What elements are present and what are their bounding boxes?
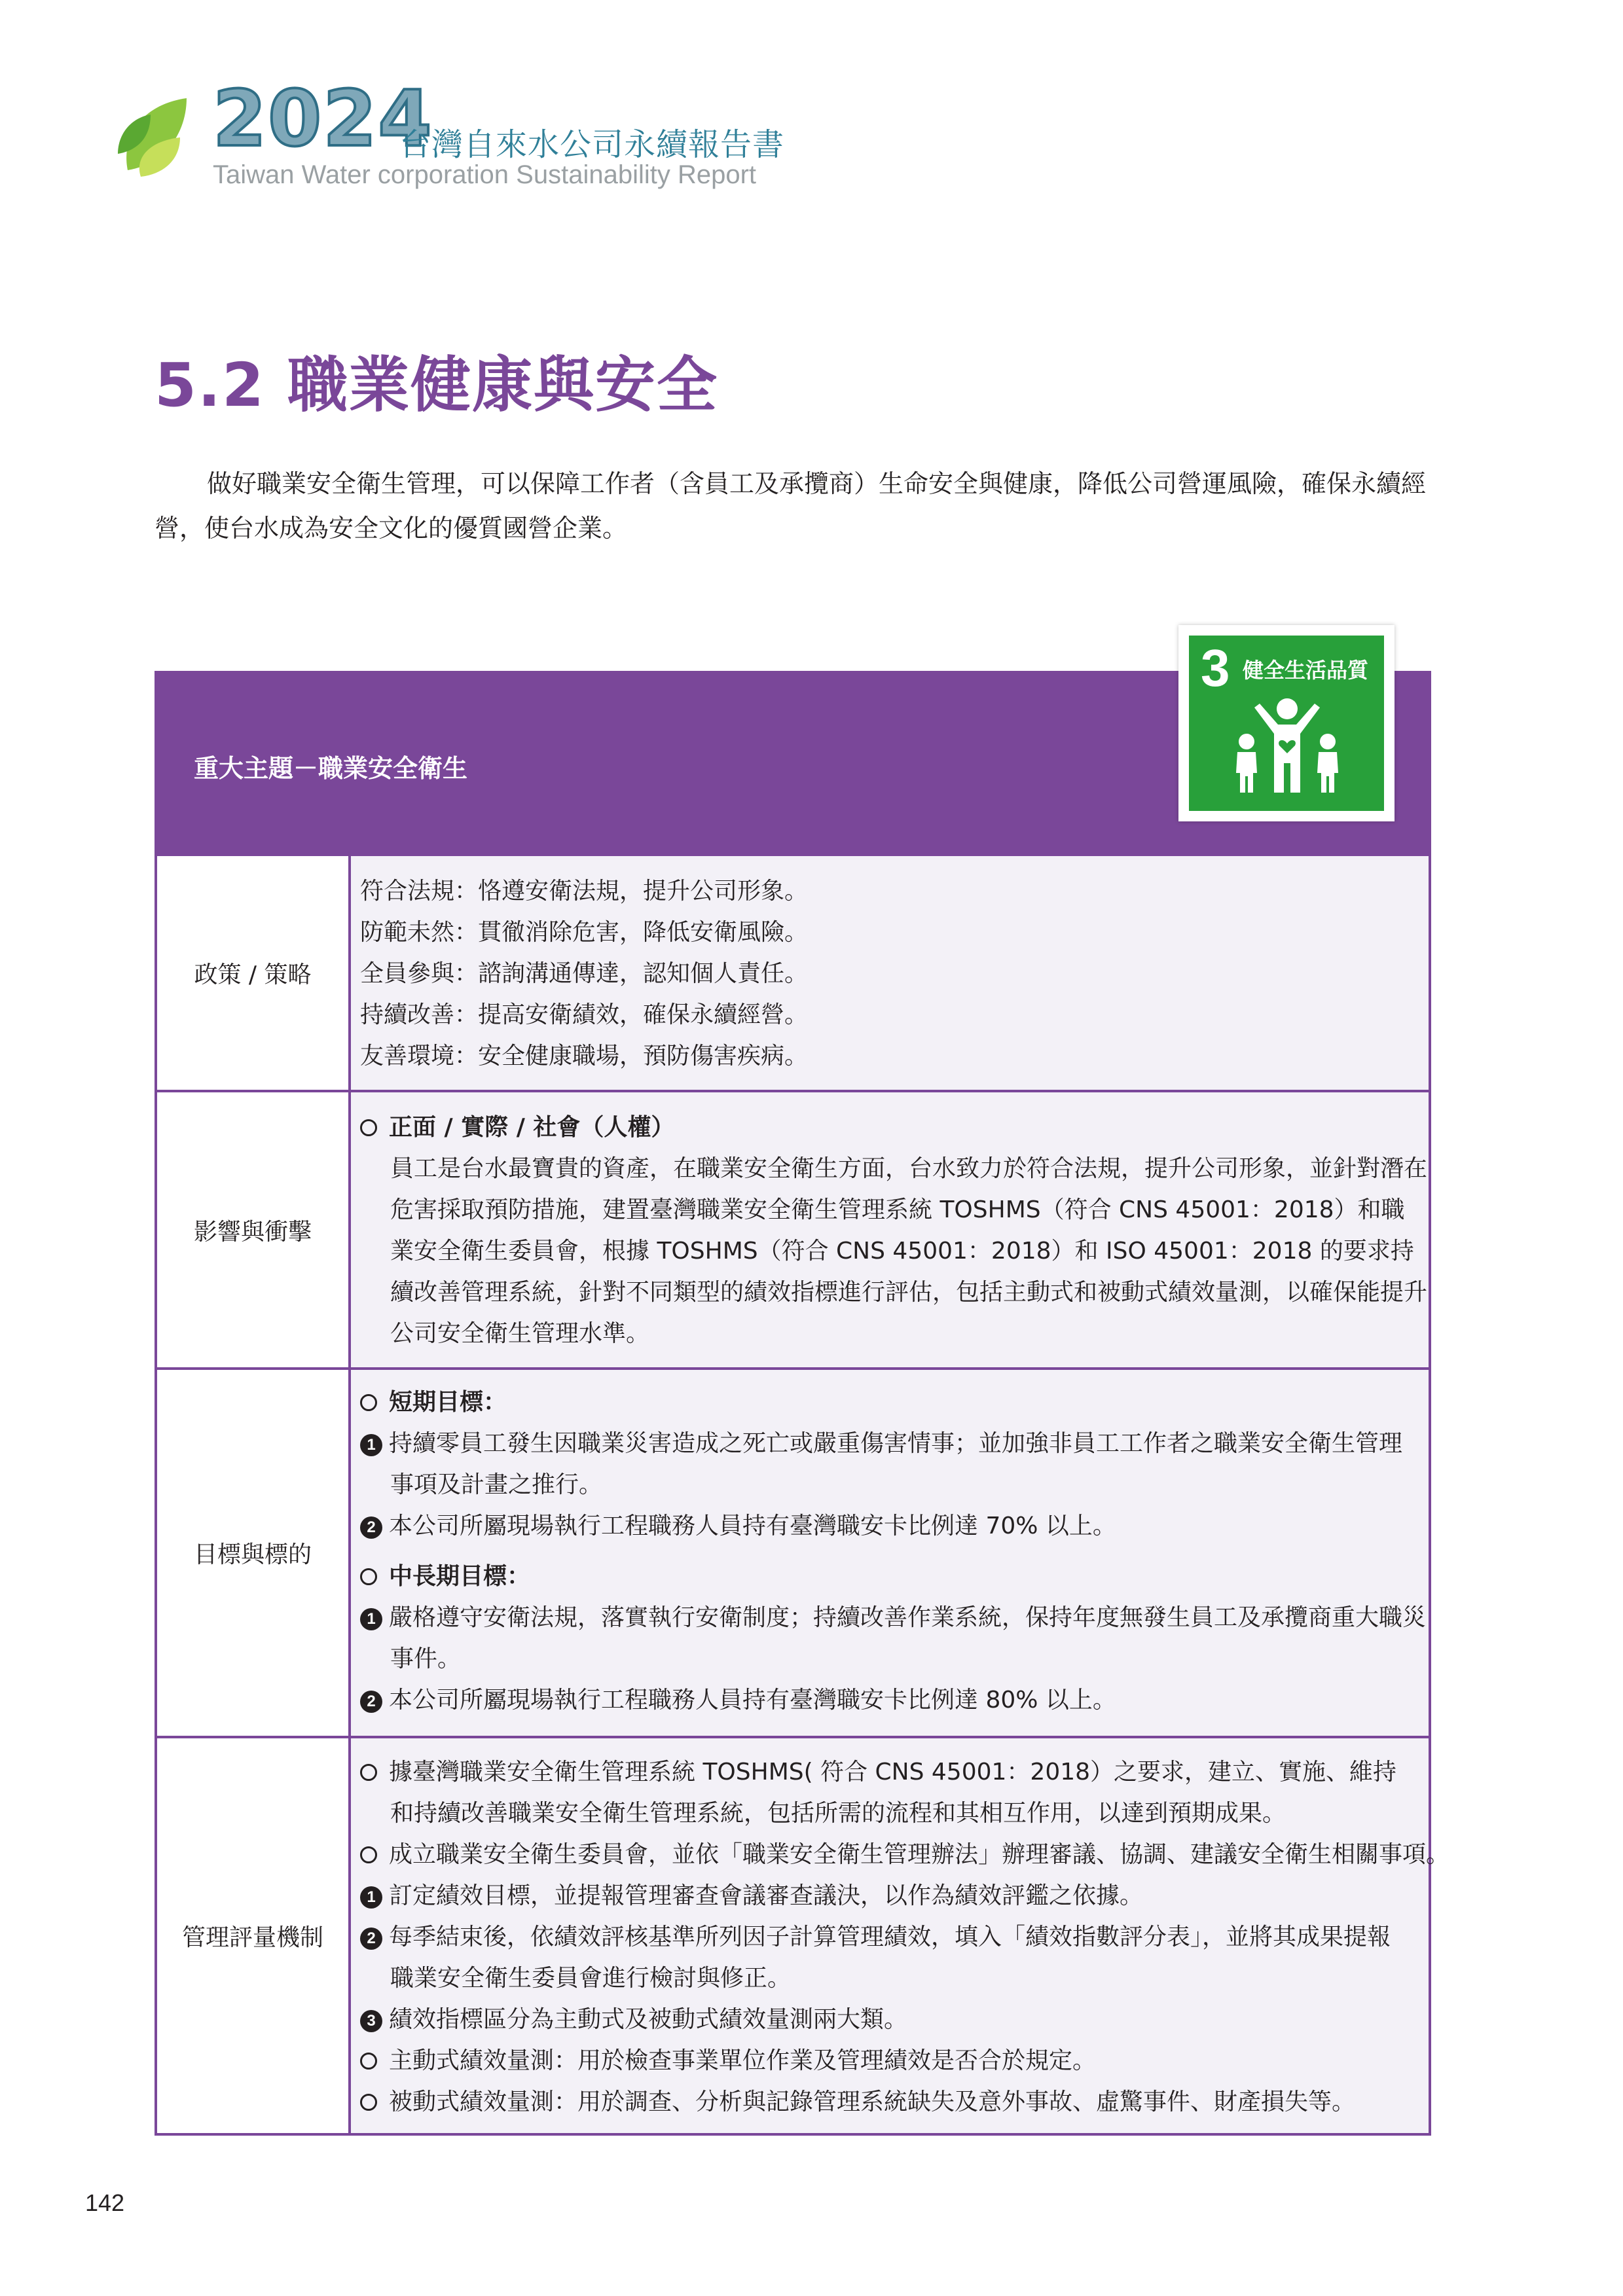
management-item: 主動式績效量測：用於檢查事業單位作業及管理績效是否合於規定。 [360,2040,1421,2081]
management-item: 被動式績效量測：用於調查、分析與記錄管理系統缺失及意外事故、虛驚事件、財產損失等。 [360,2081,1421,2123]
leaf-icon [115,92,200,183]
table-row-impact [155,1092,1431,1370]
row-content-goals [360,1382,1427,1721]
short-term-item-2: 2 本公司所屬現場執行工程職務人員持有臺灣職安卡比例達 70% 以上。 [360,1505,1421,1547]
report-title-zh: 台灣自來水公司永續報告書 [399,126,785,163]
sdg-badge [1178,625,1395,821]
row-content-policy [360,870,1421,1077]
policy-line: 友善環境：安全健康職場，預防傷害疾病。 [360,1043,809,1069]
long-term-item-1: 1 嚴格遵守安衛法規，落實執行安衛制度；持續改善作業系統，保持年度無發生員工及承攬商重大職災 [360,1597,1421,1638]
circle-bullet-icon [360,1394,377,1411]
number-3-icon: 3 [360,2010,382,2032]
row-label-goals: 目標與標的 [157,1370,351,1736]
impact-line: 續改善管理系統，針對不同類型的績效指標進行評估，包括主動式和被動式績效量測，以確保能提升 [390,1279,1428,1306]
management-item: 成立職業安全衛生委員會，並依「職業安全衛生管理辦法」辦理審議、協調、建議安全衛生相關事項。 [360,1834,1421,1875]
number-1-icon: 1 [360,1434,382,1456]
row-label-management: 管理評量機制 [157,1738,351,2133]
table-row-policy [155,856,1431,1092]
long-term-heading: 中長期目標： [360,1556,1421,1597]
circle-bullet-icon [360,2094,377,2111]
family-wellbeing-icon [1228,694,1346,799]
sdg-label: 健全生活品質 [1243,658,1369,683]
report-title-en: Taiwan Water corporation Sustainability Report [213,160,757,189]
number-2-icon: 2 [360,1691,382,1713]
management-item: 2 每季結束後，依績效評核基準所列因子計算管理績效，填入「績效指數評分表」，並將其成果提報 [360,1916,1421,1958]
report-year: 2024 [213,73,433,164]
impact-line: 業安全衛生委員會，根據 TOSHMS（符合 CNS 45001：2018）和 ISO 45001：2018 的要求持 [390,1238,1414,1265]
short-term-item-1-cont: 事項及計畫之推行。 [390,1471,603,1498]
long-term-item-1-cont: 事件。 [390,1645,462,1672]
short-term-item-1: 1 持續零員工發生因職業災害造成之死亡或嚴重傷害情事；並加強非員工工作者之職業安全衛生管理 [360,1423,1421,1464]
policy-line: 持續改善：提高安衛績效，確保永續經營。 [360,1001,809,1028]
short-term-heading: 短期目標： [360,1382,1421,1423]
sdg-number: 3 [1201,639,1230,697]
number-1-icon: 1 [360,1608,382,1630]
circle-bullet-icon [360,1846,377,1863]
table-row-goals [155,1370,1431,1738]
number-1-icon: 1 [360,1886,382,1909]
management-item: 據臺灣職業安全衛生管理系統 TOSHMS( 符合 CNS 45001：2018）之要求，建立、實施、維持 [360,1751,1421,1793]
management-item-cont: 職業安全衛生委員會進行檢討與修正。 [390,1965,792,1992]
long-term-item-2: 2 本公司所屬現場執行工程職務人員持有臺灣職安卡比例達 80% 以上。 [360,1679,1421,1721]
section-title: 5.2 職業健康與安全 [155,350,719,420]
impact-heading: 正面 / 實際 / 社會（人權） [360,1107,1421,1148]
table-row-management [155,1738,1450,2136]
management-item: 3 績效指標區分為主動式及被動式績效量測兩大類。 [360,1999,1421,2040]
circle-bullet-icon [360,1568,377,1585]
management-item: 1 訂定績效目標，並提報管理審查會議審查議決，以作為績效評鑑之依據。 [360,1875,1421,1916]
circle-bullet-icon [360,1119,377,1136]
number-2-icon: 2 [360,1928,382,1950]
table-header-title: 重大主題－職業安全衛生 [194,754,468,783]
row-content-impact [360,1107,1428,1354]
report-header [115,73,835,196]
page-number: 142 [85,2189,125,2216]
row-content-management [360,1751,1450,2123]
row-label-policy: 政策 / 策略 [157,856,351,1090]
policy-line: 全員參與：諮詢溝通傳達，認知個人責任。 [360,960,809,987]
policy-line: 防範未然：貫徹消除危害，降低安衛風險。 [360,919,809,946]
circle-bullet-icon [360,2053,377,2070]
policy-line: 符合法規：恪遵安衛法規，提升公司形象。 [360,878,809,905]
impact-line: 危害採取預防措施，建置臺灣職業安全衛生管理系統 TOSHMS（符合 CNS 45001：2018）和職 [390,1196,1405,1223]
row-label-impact: 影響與衝擊 [157,1092,351,1367]
management-item-cont: 和持續改善職業安全衛生管理系統，包括所需的流程和其相互作用，以達到預期成果。 [390,1800,1286,1827]
section-intro: 做好職業安全衛生管理，可以保障工作者（含員工及承攬商）生命安全與健康，降低公司營運風險，確保永續經營，使台水成為安全文化的優質國營企業。 [155,469,1427,543]
sdg-tile [1189,636,1384,811]
impact-line: 員工是台水最寶貴的資產，在職業安全衛生方面，台水致力於符合法規，提升公司形象，並針對潛在 [390,1155,1428,1182]
number-2-icon: 2 [360,1516,382,1539]
impact-line: 公司安全衛生管理水準。 [390,1320,650,1347]
circle-bullet-icon [360,1764,377,1781]
